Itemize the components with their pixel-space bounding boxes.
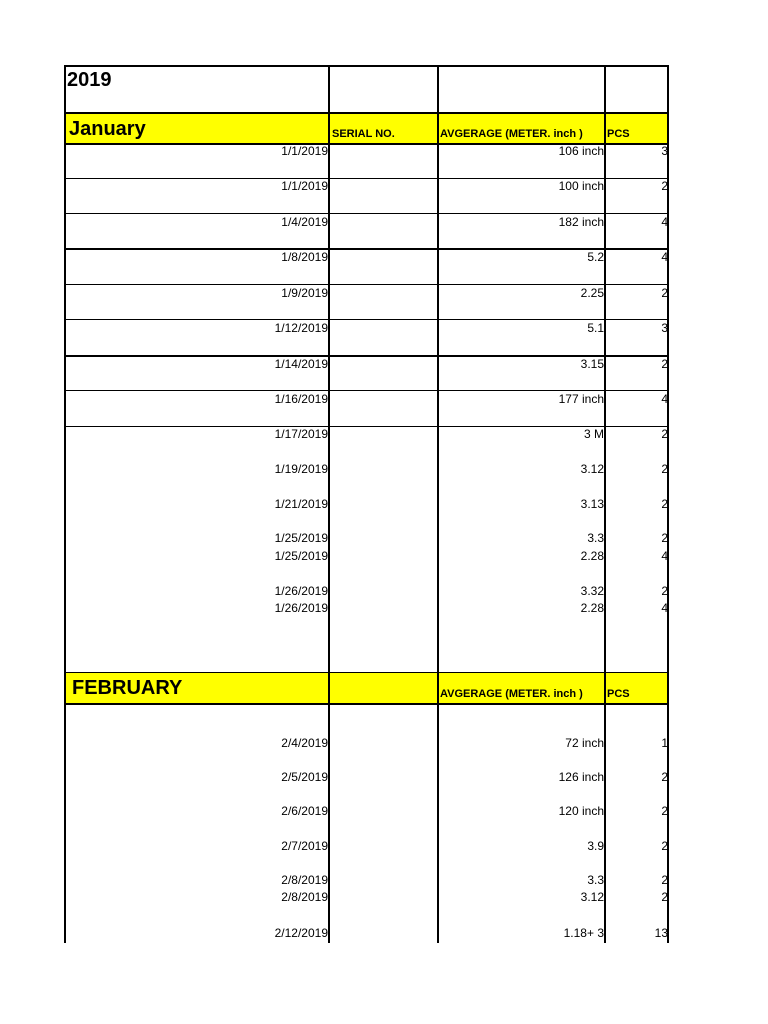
average-cell: 177 inch (558, 392, 604, 406)
pcs-cell: 2 (661, 427, 668, 441)
pcs-cell: 3 (661, 144, 668, 158)
year-title: 2019 (67, 69, 112, 91)
average-header: AVGERAGE (METER. inch ) (440, 128, 583, 140)
pcs-cell: 4 (661, 250, 668, 264)
date-cell: 2/6/2019 (281, 804, 328, 818)
grid-line-row (64, 284, 669, 285)
average-cell: 100 inch (558, 179, 604, 193)
grid-line-row (64, 213, 669, 214)
average-cell: 1.18+ 3 (563, 926, 604, 940)
pcs-cell: 2 (661, 462, 668, 476)
grid-line-col3 (604, 65, 606, 943)
date-cell: 1/17/2019 (274, 427, 328, 441)
average-cell: 5.1 (587, 321, 604, 335)
date-cell: 1/1/2019 (281, 144, 328, 158)
grid-line-left (64, 65, 66, 943)
average-cell: 3.12 (580, 890, 604, 904)
date-cell: 1/25/2019 (274, 531, 328, 545)
pcs-cell: 2 (661, 286, 668, 300)
date-cell: 1/26/2019 (274, 584, 328, 598)
date-cell: 1/21/2019 (274, 497, 328, 511)
pcs-cell: 4 (661, 215, 668, 229)
average-cell: 5.2 (587, 250, 604, 264)
date-cell: 1/8/2019 (281, 250, 328, 264)
pcs-cell: 2 (661, 584, 668, 598)
date-cell: 1/25/2019 (274, 549, 328, 563)
average-cell: 182 inch (558, 215, 604, 229)
date-cell: 1/4/2019 (281, 215, 328, 229)
date-cell: 2/8/2019 (281, 890, 328, 904)
date-cell: 1/16/2019 (274, 392, 328, 406)
january-title: January (69, 118, 146, 140)
february-title: FEBRUARY (72, 677, 183, 699)
pcs-cell: 2 (661, 804, 668, 818)
pcs-cell: 2 (661, 179, 668, 193)
date-cell: 1/12/2019 (274, 321, 328, 335)
pcs-header: PCS (607, 688, 630, 700)
pcs-cell: 3 (661, 321, 668, 335)
pcs-header: PCS (607, 128, 630, 140)
average-cell: 3.13 (580, 497, 604, 511)
grid-line-year-bottom (64, 112, 669, 114)
grid-line-row (64, 355, 669, 357)
average-header: AVGERAGE (METER. inch ) (440, 688, 583, 700)
grid-line-row (64, 426, 669, 427)
date-cell: 1/9/2019 (281, 286, 328, 300)
average-cell: 120 inch (558, 804, 604, 818)
date-cell: 1/26/2019 (274, 601, 328, 615)
grid-line-row (64, 319, 669, 320)
spreadsheet (64, 65, 669, 943)
average-cell: 126 inch (558, 770, 604, 784)
grid-line-feb-header-bottom (64, 703, 669, 705)
pcs-cell: 1 (661, 736, 668, 750)
pcs-cell: 2 (661, 357, 668, 371)
grid-line-row (64, 390, 669, 391)
average-cell: 2.28 (580, 549, 604, 563)
average-cell: 3.3 (587, 873, 604, 887)
average-cell: 3.15 (580, 357, 604, 371)
date-cell: 2/7/2019 (281, 839, 328, 853)
date-cell: 2/4/2019 (281, 736, 328, 750)
pcs-cell: 4 (661, 549, 668, 563)
pcs-cell: 4 (661, 392, 668, 406)
grid-line-feb-header-top (64, 672, 669, 673)
grid-line-col1 (328, 65, 330, 943)
pcs-cell: 2 (661, 531, 668, 545)
average-cell: 3.32 (580, 584, 604, 598)
average-cell: 2.25 (580, 286, 604, 300)
grid-line-top (64, 65, 669, 67)
date-cell: 1/19/2019 (274, 462, 328, 476)
average-cell: 3.12 (580, 462, 604, 476)
average-cell: 3 M (583, 427, 604, 441)
date-cell: 1/1/2019 (281, 179, 328, 193)
pcs-cell: 2 (661, 839, 668, 853)
average-cell: 3.9 (587, 839, 604, 853)
grid-line-row (64, 248, 669, 250)
date-cell: 2/12/2019 (274, 926, 328, 940)
pcs-cell: 13 (654, 926, 668, 940)
date-cell: 2/5/2019 (281, 770, 328, 784)
pcs-cell: 4 (661, 601, 668, 615)
pcs-cell: 2 (661, 497, 668, 511)
average-cell: 2.28 (580, 601, 604, 615)
serial-no-header: SERIAL NO. (332, 128, 395, 140)
date-cell: 1/14/2019 (274, 357, 328, 371)
average-cell: 3.3 (587, 531, 604, 545)
pcs-cell: 2 (661, 770, 668, 784)
pcs-cell: 2 (661, 873, 668, 887)
date-cell: 2/8/2019 (281, 873, 328, 887)
grid-line-col2 (437, 65, 439, 943)
average-cell: 72 inch (565, 736, 604, 750)
pcs-cell: 2 (661, 890, 668, 904)
average-cell: 106 inch (558, 144, 604, 158)
